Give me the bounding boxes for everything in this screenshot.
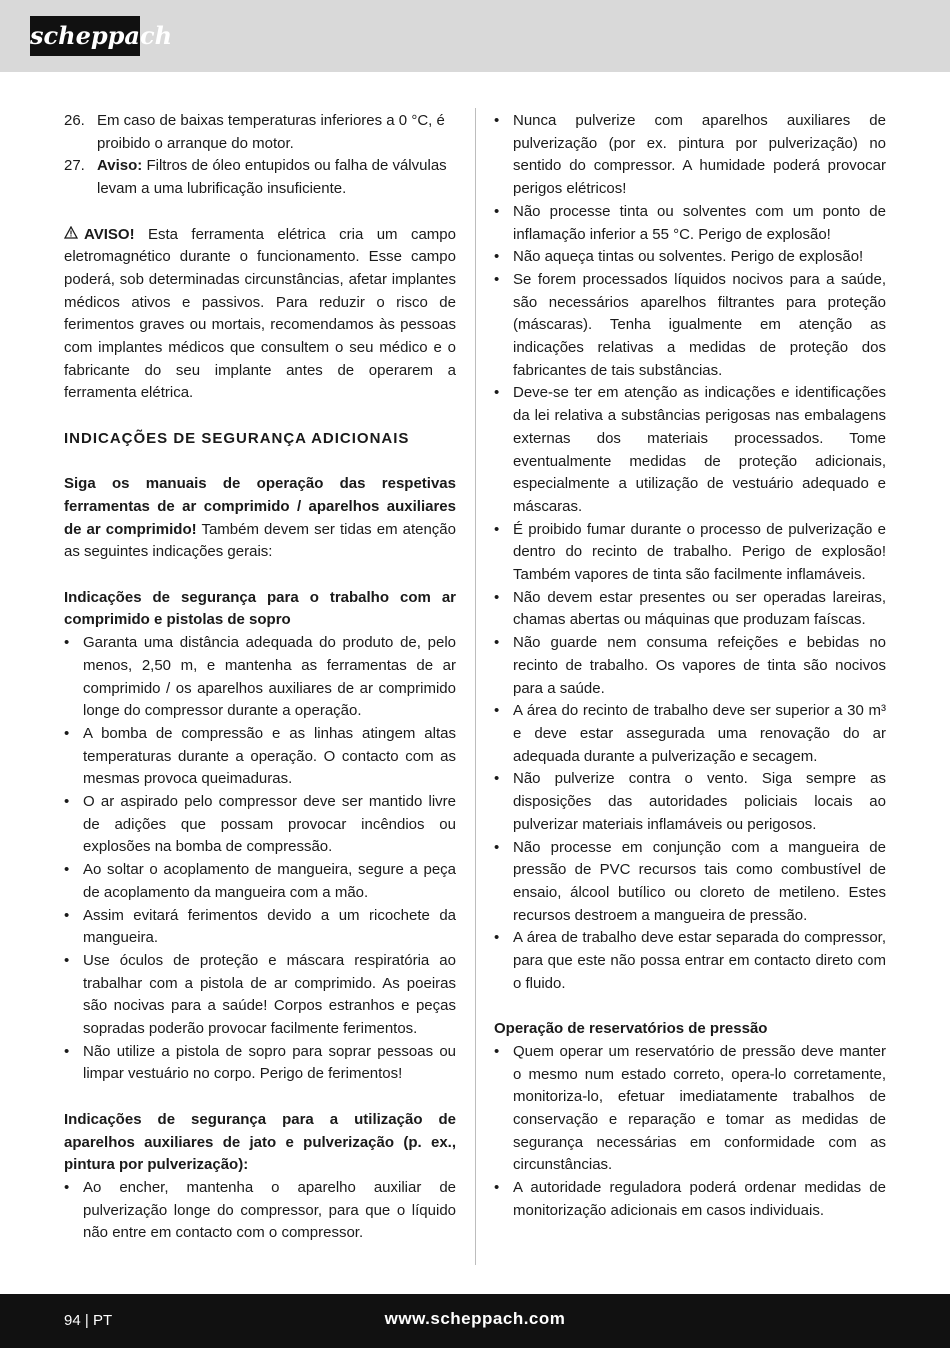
list-item: • Nunca pulverize com aparelhos auxiliares de pulverização (por ex. pintura por pulverização) no sentido do compressor. A humidade poderá provocar perigos elétricos! bbox=[494, 112, 886, 198]
list-item: • Não pulverize contra o vento. Siga sempre as disposições das autoridades policiais locais ao pulverizar materiais inflamáveis ou perigosos. bbox=[494, 770, 886, 833]
intro-bold: Siga os manuais de operação das respetivas ferramentas de ar comprimido / aparelhos auxiliares de ar comprimido! bbox=[64, 475, 456, 538]
item-number: 26. bbox=[64, 112, 85, 129]
warning-paragraph bbox=[64, 224, 456, 406]
subsection-heading: Indicações de segurança para a utilização de aparelhos auxiliares de jato e pulverização (p. ex., pintura por pulverização): bbox=[64, 1110, 456, 1174]
list-item: • Não utilize a pistola de sopro para soprar pessoas ou limpar vestuário no corpo. Perigo de ferimentos! bbox=[64, 1042, 456, 1083]
list-item: • Garanta uma distância adequada do produto de, pelo menos, 2,50 m, e mantenha as ferramentas de ar comprimido / os aparelhos auxiliares de ar comprimido longe do compressor durante a operação. bbox=[64, 634, 456, 720]
list-item: • Ao encher, mantenha o aparelho auxiliar de pulverização longe do compressor, para que o líquido não entre em contacto com o compressor. bbox=[64, 1178, 456, 1242]
section-heading: INDICAÇÕES DE SEGURANÇA ADICIONAIS bbox=[64, 429, 410, 447]
item-label: Aviso: bbox=[97, 157, 143, 175]
list-item: • Não processe em conjunção com a mangueira de pressão de PVC recursos tais como combustível de ensaio, álcool butílico ou cloreto de metileno. Estes recursos destroem a mangueira de pressão. bbox=[494, 838, 886, 924]
list-item: • Deve-se ter em atenção as indicações e identificações da lei relativa a substâncias perigosas nas embalagens externas dos materiais processados. Tome eventualmente medidas de proteção adicionais, especialmente a utilização de vestuário adequado e máscaras. bbox=[494, 384, 886, 515]
list-item: • Não processe tinta ou solventes com um ponto de inflamação inferior a 55 °C. Perigo de explosão! bbox=[494, 202, 886, 243]
bullet-list bbox=[494, 110, 886, 995]
intro-paragraph bbox=[64, 473, 456, 564]
item-text: Em caso de baixas temperaturas inferiores a 0 °C, é proibido o arranque do motor. bbox=[97, 112, 445, 152]
list-item: • A bomba de compressão e as linhas atingem altas temperaturas durante a operação. O contacto com as mesmas provoca queimaduras. bbox=[64, 724, 456, 788]
item-number: 27. bbox=[64, 157, 85, 175]
bullet-list bbox=[64, 1177, 456, 1245]
column-divider bbox=[475, 108, 476, 1265]
scheppach-logo: scheppach bbox=[30, 16, 140, 56]
numbered-list bbox=[64, 110, 456, 201]
list-item: • Não devem estar presentes ou ser operadas lareiras, chamas abertas ou máquinas que produzam faíscas. bbox=[494, 588, 886, 629]
warning-label: AVISO! bbox=[84, 225, 135, 243]
item-text: Filtros de óleo entupidos ou falha de válvulas levam a uma lubrificação insuficiente. bbox=[97, 157, 447, 198]
numbered-item bbox=[64, 110, 456, 155]
page-number: 94 | PT bbox=[64, 1312, 113, 1329]
list-item: • É proibido fumar durante o processo de pulverização e dentro do recinto de trabalho. Perigo de explosão! Também vapores de tinta são facilmente inflamáveis. bbox=[494, 520, 886, 584]
list-item: • Use óculos de proteção e máscara respiratória ao trabalhar com a pistola de ar comprimido. As poeiras são nocivas para a saúde! Corpos estranhos e peças sopradas poderão provocar facilmente ferimentos. bbox=[64, 951, 456, 1038]
bullet-list bbox=[494, 1041, 886, 1223]
list-item: • Ao soltar o acoplamento de mangueira, segure a peça de acoplamento da mangueira com a mão. bbox=[64, 861, 456, 901]
bullet-list bbox=[64, 632, 456, 1086]
list-item: • O ar aspirado pelo compressor deve ser mantido livre de adições que possam provocar incêndios ou explosões na bomba de compressão. bbox=[64, 793, 456, 856]
warning-triangle-icon bbox=[64, 224, 78, 247]
right-column bbox=[494, 110, 886, 1222]
list-item: • Quem operar um reservatório de pressão deve manter o mesmo num estado correto, opera-lo corretamente, monitoriza-lo, efetuar imediatamente trabalhos de conservação e reparação e tomar as medidas de segurança necessárias em conformidade com as circunstâncias. bbox=[494, 1042, 886, 1174]
list-item: • Assim evitará ferimentos devido a um ricochete da mangueira. bbox=[64, 906, 456, 947]
list-item: • Não aqueça tintas ou solventes. Perigo de explosão! bbox=[494, 248, 864, 266]
numbered-item bbox=[64, 155, 456, 200]
left-column bbox=[64, 110, 456, 1245]
subsection-heading: Indicações de segurança para o trabalho com ar comprimido e pistolas de sopro bbox=[64, 588, 456, 629]
list-item: • A área do recinto de trabalho deve ser superior a 30 m³ e deve estar assegurada uma renovação do ar adequada durante a pulverização e secagem. bbox=[494, 702, 886, 765]
list-item: • Se forem processados líquidos nocivos para a saúde, são necessários aparelhos filtrantes para proteção (máscaras). Tenha igualmente em atenção as indicações relativas a medidas de proteção dos fabricantes de tais substâncias. bbox=[494, 270, 886, 379]
subsection-heading: Operação de reservatórios de pressão bbox=[494, 1020, 768, 1038]
footer-bar bbox=[0, 1294, 950, 1348]
header-bar bbox=[0, 0, 950, 72]
list-item: • A área de trabalho deve estar separada do compressor, para que este não possa entrar em contacto direto com o fluido. bbox=[494, 929, 886, 992]
intro-text: Também devem ser tidas em atenção as seguintes indicações gerais: bbox=[64, 520, 456, 561]
list-item: • Não guarde nem consuma refeições e bebidas no recinto de trabalho. Os vapores de tinta são nocivos para a saúde. bbox=[494, 634, 886, 697]
list-item: • A autoridade reguladora poderá ordenar medidas de monitorização adicionais em casos individuais. bbox=[494, 1179, 886, 1219]
warning-text: Esta ferramenta elétrica cria um campo eletromagnético durante o funcionamento. Esse campo poderá, sob determinadas circunstâncias, afetar implantes médicos ativos e passivos. Para reduzir o risco de ferimentos graves ou mortais, recomendamos às pessoas com implantes médicos que consultem o seu médico e o fabricante do seu implante antes de operarem a ferramenta elétrica. bbox=[64, 225, 456, 402]
website-link[interactable]: www.scheppach.com bbox=[384, 1309, 566, 1328]
